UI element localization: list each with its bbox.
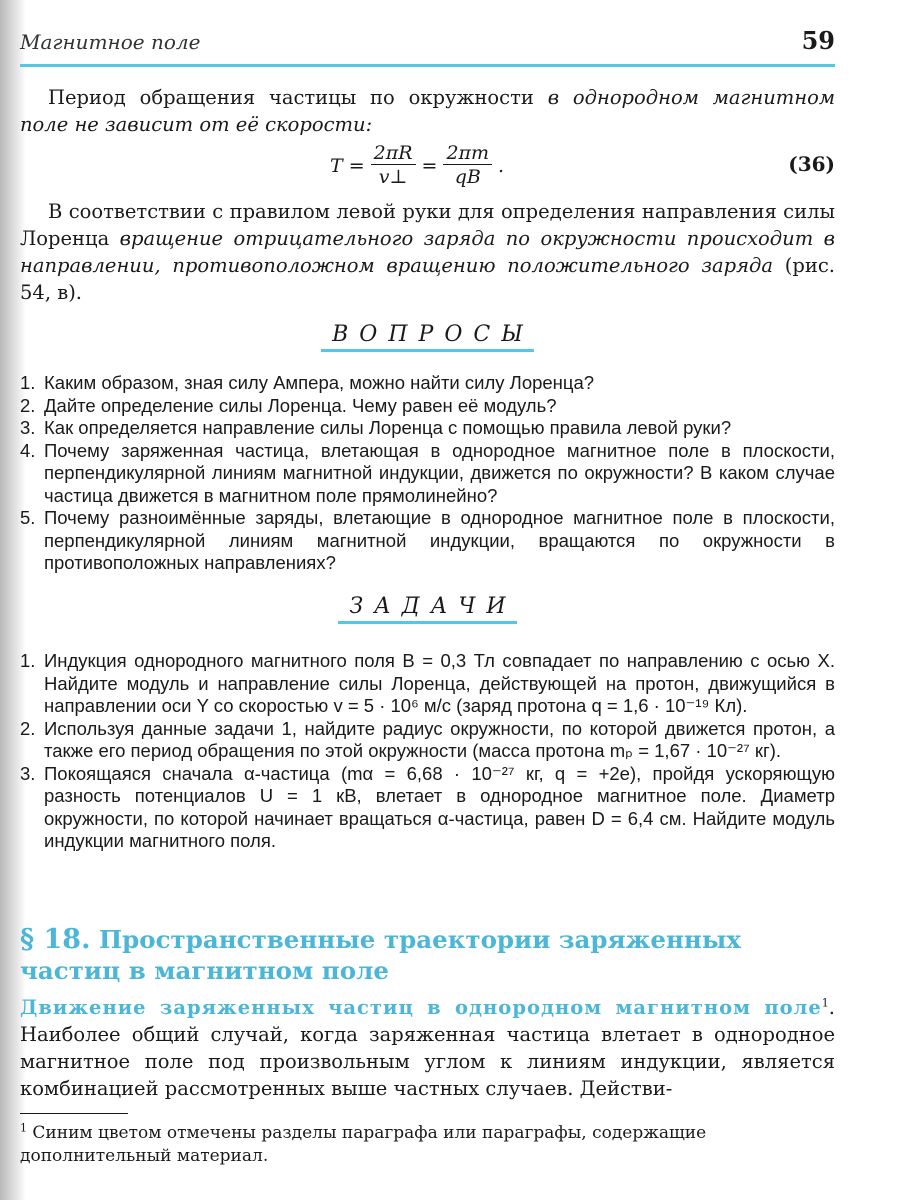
lorentz-italic: вращение отрицательного заряда по окружности происходит в направлении, противоположном вращению положительного заряда	[20, 227, 835, 277]
fraction-2-denominator: qB	[454, 166, 481, 188]
task-item	[20, 650, 835, 718]
fraction-1-numerator: 2πR	[371, 142, 416, 165]
formula-lhs: T =	[330, 154, 365, 177]
section-18-label: § 18.	[20, 924, 91, 955]
question-item	[20, 507, 835, 575]
fraction-1	[371, 142, 416, 189]
footnote	[20, 1122, 835, 1168]
fraction-2	[443, 142, 492, 189]
questions-heading-text: ВОПРОСЫ	[321, 322, 534, 352]
question-number: 4.	[20, 439, 36, 461]
task-text: Используя данные задачи 1, найдите радиус окружности, по которой движется протон, а также его период обращения по этой окружности (масса протона mₚ = 1,67 · 10⁻²⁷ кг).	[44, 717, 835, 761]
question-text: Как определяется направление силы Лоренца с помощью правила левой руки?	[44, 417, 732, 438]
running-title: Магнитное поле	[20, 30, 201, 54]
footnote-ref: 1	[821, 996, 829, 1010]
section-18-heading	[20, 924, 835, 986]
formula-expression	[330, 142, 504, 189]
running-header	[20, 26, 835, 67]
question-number: 1.	[20, 372, 36, 393]
question-number: 3.	[20, 417, 36, 438]
intro-italic: в однородном магнитном поле не зависит от её скорости:	[20, 86, 835, 136]
page-number: 59	[801, 26, 835, 55]
questions-list	[20, 372, 835, 575]
formula-equals: =	[421, 154, 438, 177]
task-item	[20, 763, 835, 853]
section-18-title: Пространственные траектории заряженных частиц в магнитном поле	[20, 925, 742, 985]
task-text: Покоящаяся сначала α-частица (mα = 6,68 · 10⁻²⁷ кг, q = +2e), пройдя ускоряющую разность потенциалов U = 1 кВ, влетает в однородное магнитное поле. Диаметр окружности, по которой начинает вращаться α-частица, равен D = 6,4 см. Найдите модуль индукции магнитного поля.	[44, 762, 835, 851]
question-item	[20, 372, 835, 395]
intro-plain: Период обращения частицы по окружности	[48, 86, 548, 109]
section-18-text: . Наиболее общий случай, когда заряженная частица влетает в однородное магнитное поле под произвольным углом к линиям индукции, является комбинацией рассмотренных выше частных случаев. Действи-	[20, 996, 835, 1100]
question-text: Почему разноимённые заряды, влетающие в однородное магнитное поле в плоскости, перпендикулярной линиям магнитной индукции, вращаются по окружности в противоположных направлениях?	[44, 507, 835, 573]
footnote-mark: 1	[20, 1121, 27, 1135]
intro-paragraph	[20, 84, 835, 138]
lorentz-paragraph	[20, 198, 835, 306]
section-18-lead: Движение заряженных частиц в однородном магнитном поле	[20, 996, 822, 1019]
question-number: 5.	[20, 507, 36, 528]
task-number: 2.	[20, 717, 36, 739]
fraction-1-denominator: v⊥	[378, 166, 408, 188]
question-number: 2.	[20, 394, 36, 416]
equation-number: (36)	[788, 152, 835, 176]
lorentz-plain-1: В соответствии с правилом левой руки для определения направления силы Лоренца	[20, 200, 835, 250]
fraction-2-numerator: 2πm	[443, 142, 492, 165]
footnote-text: Синим цветом отмечены разделы параграфа или параграфы, содержащие дополнительный материал.	[20, 1123, 707, 1166]
section-18-body	[20, 994, 835, 1102]
question-item	[20, 440, 835, 508]
questions-heading	[20, 322, 835, 352]
tasks-list	[20, 650, 835, 853]
question-item	[20, 395, 835, 418]
question-text: Почему заряженная частица, влетающая в однородное магнитное поле в плоскости, перпендикулярной линиям магнитной индукции, движется по окружности? В каком случае частица движется в магнитном поле прямолинейно?	[44, 439, 835, 506]
tasks-heading	[20, 594, 835, 624]
question-item	[20, 417, 835, 440]
formula-36	[20, 140, 835, 192]
task-text: Индукция однородного магнитного поля B = 0,3 Тл совпадает по направлению с осью X. Найдите модуль и направление силы Лоренца, действующей на протон, движущийся в направлении оси Y со скоростью v = 5 · 10⁶ м/с (заряд протона q = 1,6 · 10⁻¹⁹ Кл).	[44, 650, 835, 716]
footnote-divider	[20, 1113, 128, 1114]
tasks-heading-text: ЗАДАЧИ	[338, 594, 516, 624]
task-number: 1.	[20, 650, 36, 671]
task-item	[20, 718, 835, 763]
formula-period: .	[498, 154, 505, 177]
lorentz-plain-2: (рис. 54, в).	[20, 254, 836, 304]
question-text: Дайте определение силы Лоренца. Чему равен её модуль?	[44, 394, 557, 416]
question-text: Каким образом, зная силу Ампера, можно найти силу Лоренца?	[44, 372, 595, 393]
task-number: 3.	[20, 762, 36, 784]
